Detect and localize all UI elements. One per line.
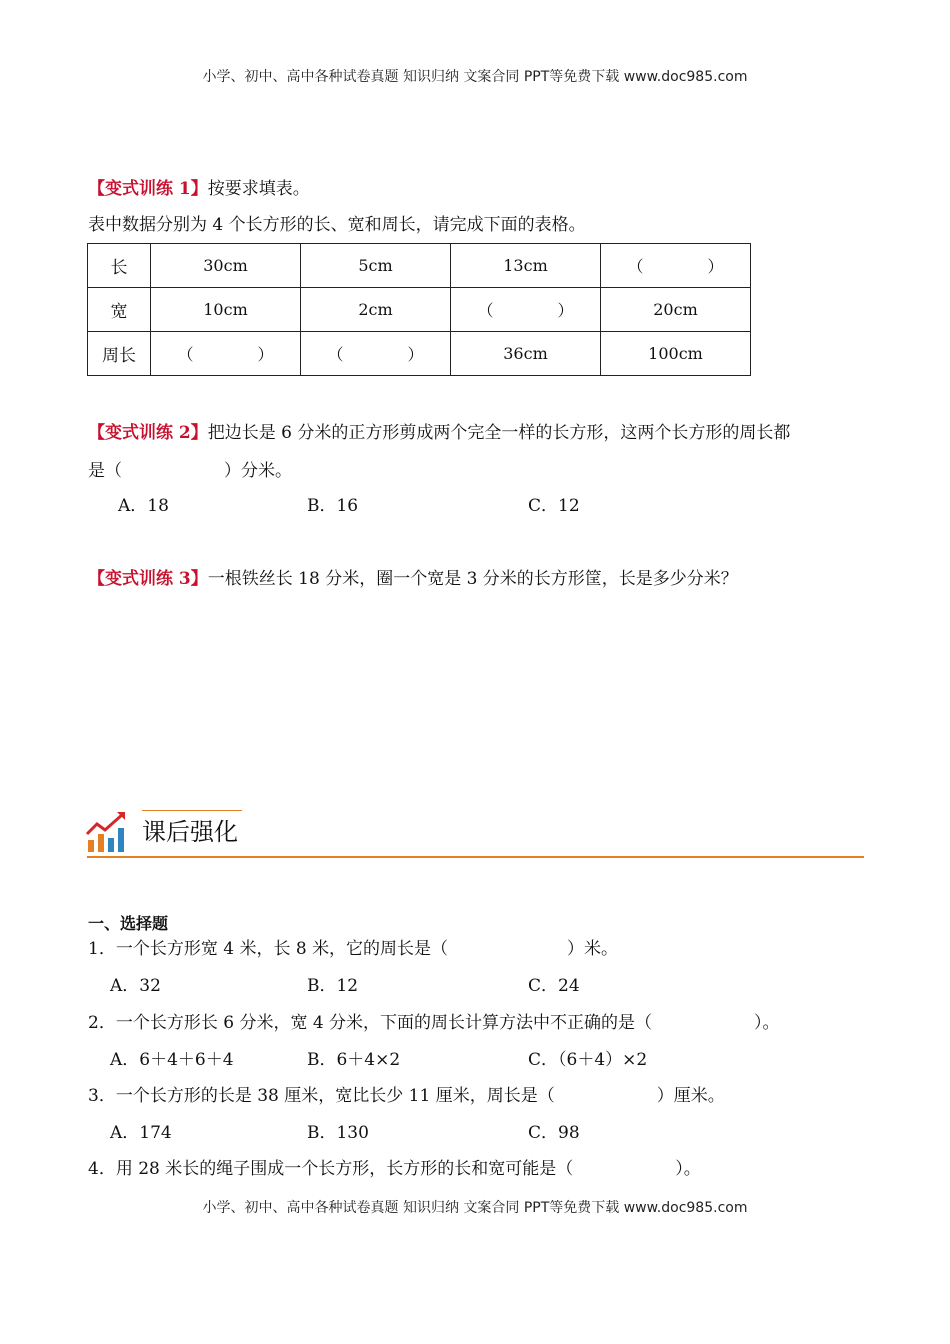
q2-option-a[interactable]: A．6＋4＋6＋4 [110,1050,234,1070]
q2-option-c[interactable]: C．（6＋4）×2 [528,1050,648,1070]
table-cell: 100cm [601,332,751,376]
table-cell-blank[interactable]: （ ） [301,332,451,376]
table-cell: 20cm [601,288,751,332]
question-2: 2．一个长方形长 6 分米，宽 4 分米，下面的周长计算方法中不正确的是（ ）。 [88,1013,780,1033]
exercise-1-tag: 【变式训练 1】 [88,179,208,199]
q1-option-b[interactable]: B．12 [307,976,359,996]
option-c[interactable]: C．12 [528,496,580,516]
section-title-overline [142,810,242,811]
perimeter-table [87,243,751,376]
table-cell-blank[interactable]: （ ） [151,332,301,376]
table-cell: 36cm [451,332,601,376]
section-title: 课后强化 [142,818,238,846]
option-a[interactable]: A．18 [118,496,169,516]
row-label: 长 [88,244,151,288]
table-cell: 2cm [301,288,451,332]
q1-option-c[interactable]: C．24 [528,976,580,996]
q3-option-a[interactable]: A．174 [110,1123,172,1143]
table-cell-blank[interactable]: （ ） [451,288,601,332]
exercise-2-title [88,418,790,443]
section-divider [87,856,864,858]
page-footer: 小学、初中、高中各种试卷真题 知识归纳 文案合同 PPT等免费下载 www.doc985.com [202,1200,748,1216]
exercise-2-tag: 【变式训练 2】 [88,423,208,443]
exercise-3-title [88,564,738,589]
exercise-1-text: 按要求填表。 [207,179,310,199]
question-4: 4．用 28 米长的绳子围成一个长方形，长方形的长和宽可能是（ ）。 [88,1159,701,1179]
row-label: 宽 [88,288,151,332]
q3-option-b[interactable]: B．130 [307,1123,369,1143]
row-label: 周长 [88,332,151,376]
question-1: 1．一个长方形宽 4 米，长 8 米，它的周长是（ ）米。 [88,939,619,959]
question-3: 3．一个长方形的长是 38 厘米，宽比长少 11 厘米，周长是（ ）厘米。 [88,1086,725,1106]
exercise-1-desc: 表中数据分别为 4 个长方形的长、宽和周长，请完成下面的表格。 [88,215,586,235]
table-cell: 30cm [151,244,301,288]
exercise-2-text2: 是（ ）分米。 [88,461,292,481]
q3-option-c[interactable]: C．98 [528,1123,580,1143]
table-row [88,288,751,332]
exercise-2-text: 把边长是 6 分米的正方形剪成两个完全一样的长方形，这两个长方形的周长都 [207,423,791,443]
table-cell: 5cm [301,244,451,288]
page-header: 小学、初中、高中各种试卷真题 知识归纳 文案合同 PPT等免费下载 www.doc985.com [202,69,748,85]
option-b[interactable]: B．16 [307,496,359,516]
chart-growth-icon [85,810,129,854]
table-row [88,244,751,288]
exercise-3-text: 一根铁丝长 18 分米，圈一个宽是 3 分米的长方形筐，长是多少分米？ [207,569,738,589]
table-cell-blank[interactable]: （ ） [601,244,751,288]
q1-option-a[interactable]: A．32 [110,976,161,996]
q2-option-b[interactable]: B．6＋4×2 [307,1050,401,1070]
table-cell: 13cm [451,244,601,288]
table-cell: 10cm [151,288,301,332]
exercise-3-tag: 【变式训练 3】 [88,569,208,589]
exercise-1-title [88,174,310,199]
part-heading: 一、选择题 [88,914,169,933]
table-row [88,332,751,376]
